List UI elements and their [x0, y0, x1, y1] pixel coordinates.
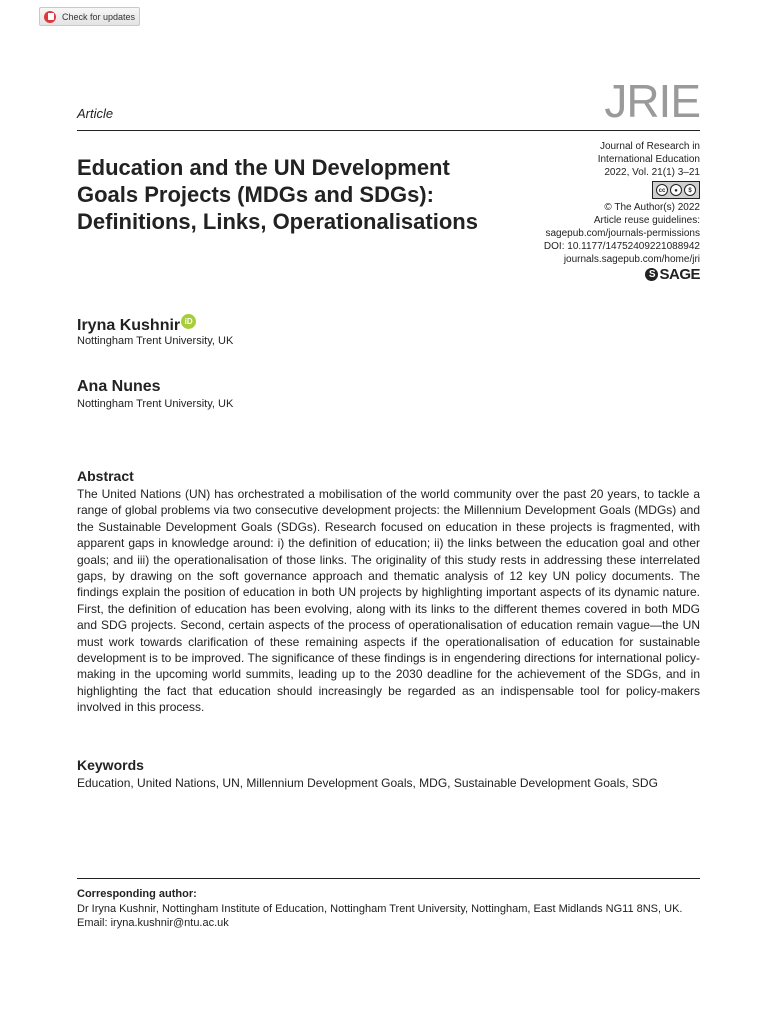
sage-icon: S: [645, 268, 658, 281]
keywords-heading: Keywords: [77, 757, 144, 773]
journal-name-line2: International Education: [597, 154, 700, 165]
journal-name-line1: Journal of Research in: [599, 141, 700, 152]
copyright: © The Author(s) 2022: [604, 202, 700, 213]
keywords-text: Education, United Nations, UN, Millennium Development Goals, MDG, Sustainable Development Goals, SDG: [77, 776, 658, 790]
volume-info: 2022, Vol. 21(1) 3–21: [604, 167, 700, 178]
author-affiliation: Nottingham Trent University, UK: [77, 398, 234, 410]
corresponding-author-heading: Corresponding author:: [77, 888, 197, 900]
footer-divider: [77, 878, 700, 879]
author-name: Ana Nunes: [77, 378, 161, 395]
by-icon: ●: [670, 184, 682, 196]
author-name-text: Iryna Kushnir: [77, 317, 181, 334]
journal-homepage-link[interactable]: journals.sagepub.com/home/jri: [563, 254, 700, 265]
author-affiliation: Nottingham Trent University, UK: [77, 335, 234, 347]
abstract-text: The United Nations (UN) has orchestrated a mobilisation of the world community over the past 20 years, to tackle a range of global problems via two consecutive development projects: the Millennium Development Goals (MDGs) and the Sustainable Development Goals (SDGs). Research focused on education in these projects is fragmented, with apparent gaps in knowledge around: i) the definition of education; ii) the links between the education goal and other goals; and iii) the operationalisation of those links. The originality of this study rests in addressing these interrelated gaps, by drawing on the soft governance approach and thematic analysis of 12 key UN policy documents. The findings explain the position of education in both UN projects by highlighting important aspects of its dynamic nature. First, the definition of education has been evolving, along with its links to the different themes covered in both MDG and SDG projects. Second, certain aspects of the process of operationalisation of education remain vague—the UN must work towards clarification of these remaining aspects if the operationalisation of education for sustainable development is to be improved. The significance of these findings is in engendering directions for international policy-making in the upcoming world summits, leading up to the 2030 deadline for the achievement of the SDGs, and in highlighting the fact that education should increasingly be regarded as an indispensable tool for policy-makers involved in this process.: [77, 487, 700, 715]
cc-icon: cc: [656, 184, 668, 196]
reuse-guidelines-link[interactable]: sagepub.com/journals-permissions: [545, 228, 700, 239]
journal-metadata: [500, 140, 700, 281]
bookmark-icon: [44, 11, 56, 23]
creative-commons-license-badge[interactable]: [652, 181, 700, 199]
publisher-logo: [645, 268, 700, 281]
reuse-guidelines-label: Article reuse guidelines:: [593, 215, 700, 226]
corresponding-author-email[interactable]: Email: iryna.kushnir@ntu.ac.uk: [77, 917, 229, 929]
check-for-updates-label: Check for updates: [62, 11, 136, 22]
article-title: Education and the UN Development Goals Projects (MDGs and SDGs): Definitions, Links, Operationalisations: [77, 155, 478, 234]
check-for-updates-button[interactable]: [39, 7, 140, 26]
author-name: [77, 314, 196, 335]
doi[interactable]: DOI: 10.1177/14752409221088942: [543, 241, 700, 252]
article-type-label: Article: [77, 106, 114, 121]
abstract-heading: Abstract: [77, 468, 134, 484]
orcid-icon[interactable]: iD: [181, 314, 196, 329]
publisher-name: SAGE: [659, 266, 700, 283]
nc-icon: $: [684, 184, 696, 196]
header-divider: [77, 130, 700, 131]
corresponding-author-address: Dr Iryna Kushnir, Nottingham Institute of Education, Nottingham Trent University, Nottingham, East Midlands NG11 8NS, UK.: [77, 902, 683, 915]
corresponding-author: [77, 887, 700, 931]
journal-logo: JRIE: [604, 75, 700, 127]
